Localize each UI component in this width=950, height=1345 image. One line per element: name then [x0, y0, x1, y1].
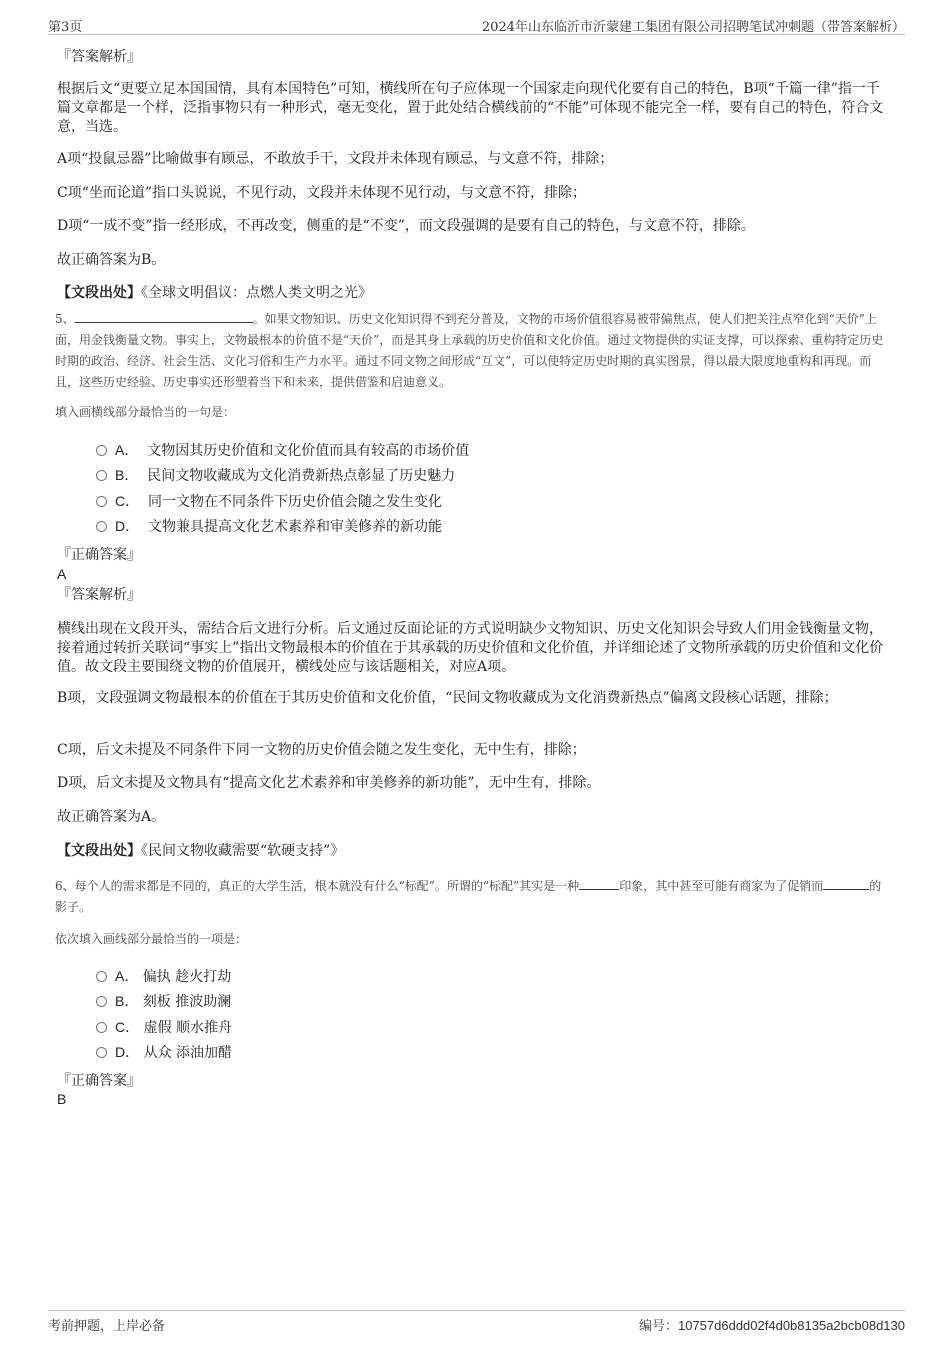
q6-answer-title: 『正确答案』: [57, 1073, 141, 1089]
radio-icon[interactable]: [96, 470, 107, 481]
q5-prompt: 填入画横线部分最恰当的一句是：: [55, 405, 236, 419]
q5-analysis-paragraph: C项，后文未提及不同条件下同一文物的历史价值会随之发生变化，无中生有，排除；: [57, 742, 586, 758]
q4-source: [57, 284, 887, 303]
q5-analysis-paragraph: B项，文段强调文物最根本的价值在于其历史价值和文化价值，“民间文物收藏成为文化消费新热点”偏离文段核心话题，排除；: [57, 690, 838, 706]
page-header: [48, 14, 905, 35]
source-label: 【文段出处】: [57, 843, 141, 859]
q5-stem: [55, 309, 885, 393]
radio-icon[interactable]: [96, 496, 107, 507]
q6-stem: [55, 876, 885, 918]
source-title: 《全球文明倡议：点燃人类文明之光》: [141, 285, 372, 301]
radio-icon[interactable]: [96, 971, 107, 982]
q4-analysis-title: 『答案解析』: [57, 49, 141, 65]
q4-analysis-paragraph: A项“投鼠忌器”比喻做事有顾忌，不敢放手干，文段并未体现有顾忌，与文意不符，排除；: [57, 151, 614, 167]
answer-blank: [823, 877, 869, 890]
answer-blank: [75, 310, 253, 323]
question-number: 5、: [55, 312, 75, 326]
answer-blank: [579, 877, 619, 890]
footer-slogan: 考前押题，上岸必备: [48, 1319, 166, 1334]
q5-option-d[interactable]: D． 文物兼具提高文化艺术素养和审美修养的新功能: [96, 516, 442, 537]
q6-option-b[interactable]: B． 刻板 推波助澜: [96, 991, 231, 1012]
q5-analysis-paragraph: 横线出现在文段开头，需结合后文进行分析。后文通过反面论证的方式说明缺少文物知识、历史文化知识会导致人们用金钱衡量文物，接着通过转折关联词“事实上”指出文物最根本的价值在于其承载的历史价值和文化价值，并详细论述了文物所承载的历史价值和文化价值。故文段主要围绕文物的价值展开，横线处应与该话题相关，对应A项。: [57, 621, 884, 675]
q5-option-c[interactable]: C． 同一文物在不同条件下历史价值会随之发生变化: [96, 491, 442, 512]
q6-answer: B: [57, 1091, 67, 1107]
q4-analysis-paragraph: 根据后文“更要立足本国国情，具有本国特色”可知，横线所在句子应体现一个国家走向现代化要有自己的特色，B项“千篇一律”指一千篇文章都是一个样，泛指事物只有一种形式，毫无变化，置于此处结合横线前的“不能”可体现不能完全一样，要有自己的特色，符合文意，当选。: [57, 81, 884, 135]
question-text: 。如果文物知识、历史文化知识得不到充分普及，文物的市场价值很容易被带偏焦点，使人们把关注点窄化到“天价”上面，用金钱衡量文物。事实上，文物最根本的价值不是“天价”，而是其身上承载的历史价值和文化价值。通过文物提供的实证支撑，可以探索、重构特定历史时期的政治、经济、社会生活、文化习俗和生产力水平。通过不同文物之间形成“互文”，可以使特定历史时期的真实图景，得以最大限度地重构和再现。而且，这些历史经验、历史事实还形塑着当下和未来，提供借鉴和启迪意义。: [55, 312, 884, 389]
radio-icon[interactable]: [96, 1022, 107, 1033]
q5-analysis-paragraph: D项，后文未提及文物具有“提高文化艺术素养和审美修养的新功能”，无中生有，排除。: [57, 775, 601, 791]
q5-analysis-title: 『答案解析』: [57, 587, 141, 603]
q4-conclusion: 故正确答案为B。: [57, 252, 166, 268]
q5-answer: A: [57, 566, 67, 582]
question-text: 6、每个人的需求都是不同的，真正的大学生活，根本就没有什么“标配”。所谓的“标配”其实是一种: [55, 879, 580, 893]
page-number: 第3页: [48, 20, 83, 35]
q6-option-d[interactable]: D． 从众 添油加醋: [96, 1042, 232, 1063]
q6-option-c[interactable]: C． 虚假 顺水推舟: [96, 1017, 232, 1038]
question-text: 的影子。: [55, 879, 882, 914]
q6-prompt: 依次填入画线部分最恰当的一项是：: [55, 932, 248, 946]
q6-option-a[interactable]: A． 偏执 趁火打劫: [96, 966, 231, 987]
q4-analysis-paragraph: C项“坐而论道”指口头说说，不见行动，文段并未体现不见行动，与文意不符，排除；: [57, 185, 587, 201]
source-label: 【文段出处】: [57, 285, 141, 301]
q5-option-b[interactable]: B． 民间文物收藏成为文化消费新热点彰显了历史魅力: [96, 465, 455, 486]
q5-conclusion: 故正确答案为A。: [57, 809, 166, 825]
document-title: 2024年山东临沂市沂蒙建工集团有限公司招聘笔试冲刺题（带答案解析）: [481, 20, 905, 35]
q5-source: [57, 842, 887, 861]
q5-answer-title: 『正确答案』: [57, 547, 141, 563]
radio-icon[interactable]: [96, 996, 107, 1007]
q5-option-a[interactable]: A． 文物因其历史价值和文化价值而具有较高的市场价值: [96, 440, 469, 461]
radio-icon[interactable]: [96, 1047, 107, 1058]
radio-icon[interactable]: [96, 521, 107, 532]
radio-icon[interactable]: [96, 445, 107, 456]
page-footer: [48, 1310, 905, 1341]
q4-analysis-paragraph: D项“一成不变”指一经形成，不再改变，侧重的是“不变”，而文段强调的是要有自己的特色，与文意不符，排除。: [57, 218, 755, 234]
question-text: 印象，其中甚至可能有商家为了促销而: [619, 879, 824, 893]
source-title: 《民间文物收藏需要“软硬支持”》: [141, 843, 345, 859]
serial-number: 编号：10757d6ddd02f4d0b8135a2bcb08d130: [638, 1318, 905, 1334]
